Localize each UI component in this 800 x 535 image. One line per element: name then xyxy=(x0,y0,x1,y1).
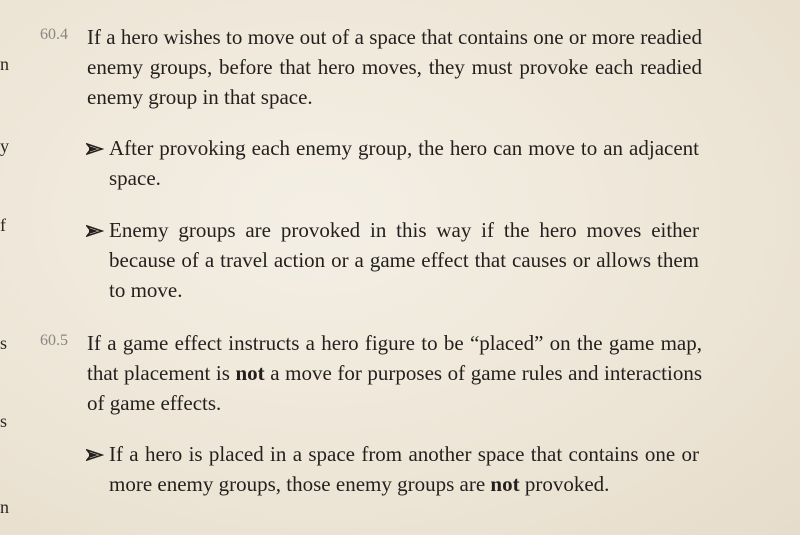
rule-number: 60.4 xyxy=(40,26,68,43)
sub-rule-text xyxy=(109,439,699,499)
gutter-fragment: s xyxy=(0,411,8,431)
left-column-fragments xyxy=(0,0,16,535)
emphasis-not: not xyxy=(490,472,520,496)
emphasis-not: not xyxy=(235,361,265,385)
rule-text xyxy=(87,328,702,418)
gutter-fragment: n xyxy=(0,54,9,74)
sub-rule-text: Enemy groups are provoked in this way if the hero moves either because of a travel action or a game effect that causes or allows them to move. xyxy=(109,218,699,302)
gutter-fragment: y xyxy=(0,136,9,156)
sub-rule-text-part: provoked. xyxy=(519,472,610,496)
rule-number: 60.5 xyxy=(40,332,68,349)
sub-rule-text-part: If a hero is placed in a space from another space that contains one or more enemy groups, those enemy groups are xyxy=(109,442,699,496)
gutter-fragment: f xyxy=(0,215,6,235)
rule-text-part: a move for purposes of game rules and interactions of game effects. xyxy=(87,361,702,415)
arrow-bullet-icon xyxy=(86,448,104,462)
gutter-fragment: n xyxy=(0,497,9,517)
gutter-fragment: s xyxy=(0,333,8,353)
sub-rule-text: After provoking each enemy group, the hero can move to an adjacent space. xyxy=(109,136,699,190)
rule-text: If a hero wishes to move out of a space that contains one or more readied enemy groups, before that hero moves, they must provoke each readied enemy group in that space. xyxy=(87,25,702,109)
arrow-bullet-icon xyxy=(86,142,104,156)
arrow-bullet-icon xyxy=(86,224,104,238)
rule-text-part: If a game effect instructs a hero figure to be “placed” on the game map, that placement is xyxy=(87,331,702,385)
